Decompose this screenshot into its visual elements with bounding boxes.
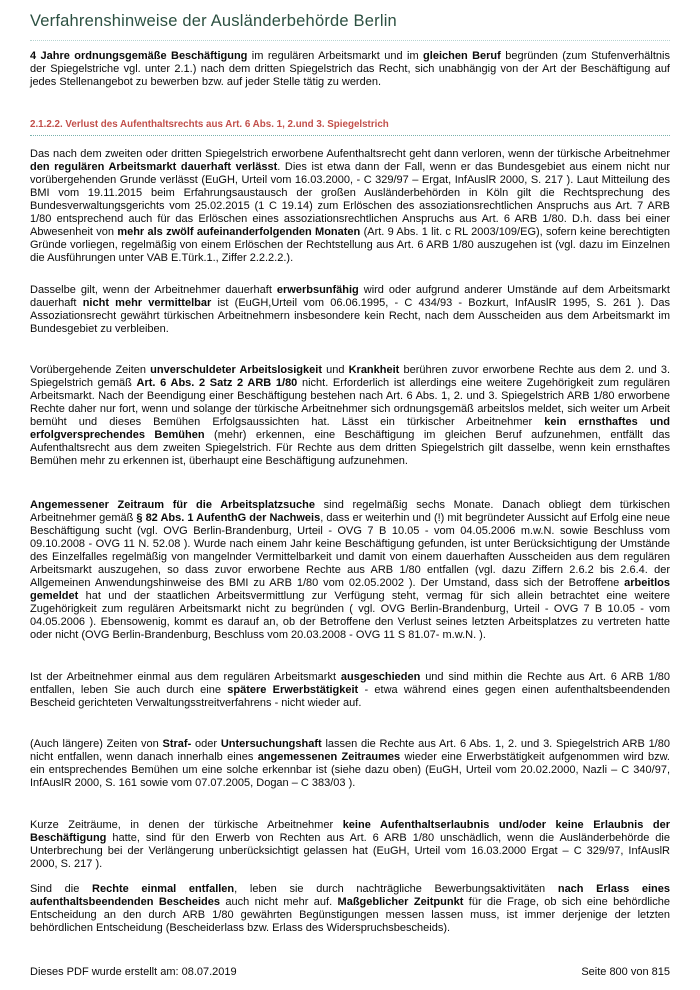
text-run: lassen die Rechte aus Art. 6 Abs. 1, 2. und 3. Spiegelstrich ARB 1/80 nicht entfallen, wenn danach innerhalb eines bbox=[30, 738, 670, 763]
bold-text-run: mehr als zwölf aufeinanderfolgenden Monaten bbox=[117, 226, 361, 238]
text-run: sind regelmäßig sechs Monate. Danach obliegt dem türkischen Arbeitnehmer gemäß bbox=[30, 499, 670, 524]
bold-text-run: Krankheit bbox=[348, 364, 400, 376]
section-heading: 2.1.2.2. Verlust des Aufenthaltsrechts aus Art. 6 Abs. 1, 2.und 3. Spiegelstrich bbox=[30, 119, 670, 136]
intro-paragraph bbox=[30, 50, 670, 89]
text-run: hatte, sind für den Erwerb von Rechten aus Art. 6 ARB 1/80 unschädlich, wenn die Ausländerbehörde die Unterbrechung bei der Verlängerung unberücksichtigt gelassen hat (EuGH, Urteil vom 16.03.2000 Ergat – C 329/97, InfAuslR 2000, S. 217 ). bbox=[30, 832, 670, 870]
paragraph bbox=[30, 499, 670, 642]
bold-text-run: Maßgeblicher Zeitpunkt bbox=[337, 896, 464, 908]
paragraph bbox=[30, 671, 670, 710]
text-run: Das nach dem zweiten oder dritten Spiegelstrich erworbene Aufenthaltsrecht geht dann verloren, wenn der türkische Arbeitnehmer bbox=[30, 148, 670, 160]
text-run: Dasselbe gilt, wenn der Arbeitnehmer dauerhaft bbox=[30, 284, 277, 296]
bold-text-run: kein ernsthaftes und erfolgversprechendes Bemühen bbox=[30, 416, 670, 441]
text-run: ist (EuGH,Urteil vom 06.06.1995, - C 434/93 - Bozkurt, InfAuslR 1995, S. 261 ). Das Assoziationsrecht gewährt türkischen Arbeitnehmern insbesondere kein Recht, nach dem Ausscheiden aus dem Arbeitsmarkt im Bundesgebiet zu verbleiben. bbox=[30, 297, 670, 335]
paragraph bbox=[30, 819, 670, 871]
text-run: (Auch längere) Zeiten von bbox=[30, 738, 163, 750]
text-run: wird oder aufgrund anderer Umstände auf dem Arbeitsmarkt dauerhaft bbox=[30, 284, 670, 309]
text-run: Vorübergehende Zeiten bbox=[30, 364, 151, 376]
text-run: nicht. Erforderlich ist allerdings eine weitere Zugehörigkeit zum regulären Arbeitsmarkt. Nach der Beendigung einer Beschäftigung bestehen nach Art. 6 Abs. 1, 2. und 3. Spiegelstrich ARB 1/80 erworbene Rechte daher nur fort, wenn und solange der türkische Arbeitnehmer sich ordnungsgemäß arbeitslos meldet, sich weiter um Arbeit bemüht und dieses Bemühen Erfolgsaussichten hat. Lässt ein türkischer Arbeitnehmer bbox=[30, 377, 670, 428]
bold-text-run: erwerbsunfähig bbox=[276, 284, 359, 296]
bold-text-run: Straf- bbox=[162, 738, 192, 750]
text-run: (mehr) erkennen, eine Beschäftigung im gleichen Beruf aufzunehmen, entfällt das Aufenthaltsrecht aus dem zweiten Spiegelstrich. Für Rechte aus dem dritten Spiegelstrich gilt dasselbe, wenn kein ernsthaftes Bemühen mehr zu erkennen ist, überhaupt eine Beschäftigung aufzunehmen. bbox=[30, 429, 670, 467]
bold-text-run: keine Aufenthaltserlaubnis und/oder keine Erlaubnis der Beschäftigung bbox=[30, 819, 670, 844]
text-run: Ist der Arbeitnehmer einmal aus dem regulären Arbeitsmarkt bbox=[30, 671, 341, 683]
document-body bbox=[30, 148, 670, 935]
footer-page-number: Seite 800 von 815 bbox=[581, 966, 670, 978]
bold-text-run: ausgeschieden bbox=[340, 671, 421, 683]
bold-text-run: den regulären Arbeitsmarkt dauerhaft verlässt bbox=[30, 161, 278, 173]
text-run: (Art. 9 Abs. 1 lit. c RL 2003/109/EG), sofern keine berechtigten Gründe vorliegen, regelmäßig von einem Erlöschen der Rechtstellung aus Art. 6 ARB 1/80 auszugehen ist (vgl. dazu im Einzelnen die Ausführungen unter VAB E.Türk.1., Ziffer 2.2.2.2.). bbox=[30, 226, 670, 264]
bold-text-run: § 82 Abs. 1 AufenthG der Nachweis bbox=[136, 512, 321, 524]
bold-text-run: 4 Jahre ordnungsgemäße Beschäftigung bbox=[30, 50, 248, 62]
text-run: im regulären Arbeitsmarkt und im bbox=[247, 50, 424, 62]
text-run: berühren zuvor erworbene Rechte aus dem 2. und 3. Spiegelstrich gemäß bbox=[30, 364, 670, 389]
bold-text-run: Art. 6 Abs. 2 Satz 2 ARB 1/80 bbox=[136, 377, 298, 389]
text-run: , leben sie durch nachträgliche Bewerbungsaktivitäten bbox=[234, 883, 558, 895]
bold-text-run: unverschuldeter Arbeitslosigkeit bbox=[150, 364, 322, 376]
text-run: . Dies ist etwa dann der Fall, wenn er das Bundesgebiet aus einem nicht nur vorübergehenden Grunde verlässt (EuGH, Urteil vom 16.03.2000, - C 329/97 – Ergat, InfAuslR 2000, S. 217 ). Laut Mitteilung des BMI vom 19.11.2015 beim Erfahrungsaustausch der großen Ausländerbehörden in Köln gilt die Rechtsprechung des Bundesverwaltungsgerichts vom 25.02.2015 (1 C 19.14) zum Erlöschen des assoziationsrechtlichen Anspruchs aus Art. 7 ARB 1/80 entsprechend auch für das Erlöschen eines assoziationsrechtlichen Anspruchs aus Art. 6 ARB 1/80. D.h. dass bei einer Abwesenheit von bbox=[30, 161, 670, 238]
paragraph bbox=[30, 284, 670, 336]
text-run: oder bbox=[191, 738, 221, 750]
bold-text-run: nicht mehr vermittelbar bbox=[82, 297, 212, 309]
page-footer bbox=[30, 966, 670, 978]
bold-text-run: Rechte einmal entfallen bbox=[92, 883, 235, 895]
text-run: und sind mithin die Rechte aus Art. 6 ARB 1/80 entfallen, leben Sie auch durch eine bbox=[30, 671, 670, 696]
bold-text-run: angemessenen Zeitraumes bbox=[257, 751, 401, 763]
text-run: , dass er weiterhin und (!) mit begründeter Aussicht auf Erfolg eine neue Beschäftigung sucht (vgl. OVG Berlin-Brandenburg, Urteil - OVG 7 B 10.05 - vom 04.05.2006 m.w.N. sowie Beschluss vom 09.10.2008 - OVG 11 N. 52.08 ). Wurde nach einem Jahr keine Beschäftigung gefunden, ist unter Berücksichtigung der Umstände des Einzelfalles regelmäßig von mangelnder Vermittelbarkeit und damit von einem dauerhaften Ausscheiden aus dem regulären Arbeitsmarkt auszugehen, so dass zuvor erworbene Rechte aus ARB 1/80 entfallen (vgl. dazu Ziffern 2.6.2 bis 2.6.4. der Allgemeinen Anwendungshinweise des BMI zu ARB 1/80 vom 02.05.2002 ). Der Umstand, dass sich der Betroffene bbox=[30, 512, 670, 589]
paragraph bbox=[30, 883, 670, 935]
text-run: - etwa während eines gegen einen aufenthaltsbeendenden Bescheid gerichteten Verwaltungsstreitverfahrens - nicht wieder auf. bbox=[30, 684, 670, 709]
paragraph bbox=[30, 148, 670, 265]
text-run: wieder eine Erwerbstätigkeit aufgenommen wird bzw. ein entsprechendes Bemühen um eine solche erkennbar ist (siehe dazu oben) (EuGH, Urteil vom 20.02.2000, Nazli – C 340/97, InfAuslR 2000, S. 161 sowie vom 07.07.2005, Dogan – C 383/03 ). bbox=[30, 751, 670, 789]
text-run: Kurze Zeiträume, in denen der türkische Arbeitnehmer bbox=[30, 819, 343, 831]
text-run: Sind die bbox=[30, 883, 93, 895]
text-run: begründen (zum Stufenverhältnis der Spiegelstriche vgl. unter 2.1.) nach dem dritten Spiegelstrich das Recht, sich unabhängig von der Art der Beschäftigung auf jedes Stellenangebot zu bewerben bzw. auf jeder Stelle tätig zu werden. bbox=[30, 50, 670, 88]
text-run: für die Frage, ob sich eine behördliche Entscheidung an den durch ARB 1/80 gewährten Begünstigungen messen lassen muss, ist immer derjenige der letzten behördlichen Entscheidung (Bescheiderlass bzw. Erlass des Widerspruchsbescheids). bbox=[30, 896, 670, 934]
bold-text-run: nach Erlass eines aufenthaltsbeendenden Bescheides bbox=[30, 883, 671, 908]
bold-text-run: Untersuchungshaft bbox=[220, 738, 322, 750]
text-run: hat und der staatlichen Arbeitsvermittlung zur Verfügung steht, vermag für sich allein betrachtet eine weitere Zugehörigkeit zum regulären Arbeitsmarkt nicht zu begründen ( vgl. OVG Berlin-Brandenburg, Urteil - OVG 7 B 10.05 - vom 04.05.2006 ). Ebensowenig, kommt es darauf an, ob der Betroffene den Verlust seines letzten Arbeitsplatzes zu vertreten hatte oder nicht (OVG Berlin-Brandenburg, Beschluss vom 20.03.2008 - OVG 11 S 81.07- m.w.N. ). bbox=[30, 590, 670, 641]
footer-created-date: Dieses PDF wurde erstellt am: 08.07.2019 bbox=[30, 966, 237, 978]
text-run: auch nicht mehr auf. bbox=[220, 896, 338, 908]
bold-text-run: gleichen Beruf bbox=[423, 50, 501, 62]
text-run: und bbox=[322, 364, 349, 376]
paragraph bbox=[30, 364, 670, 468]
bold-text-run: arbeitlos gemeldet bbox=[30, 577, 670, 602]
bold-text-run: Angemessener Zeitraum für die Arbeitsplatzsuche bbox=[30, 499, 315, 511]
bold-text-run: spätere Erwerbstätigkeit bbox=[227, 684, 359, 696]
paragraph bbox=[30, 738, 670, 790]
page-title: Verfahrenshinweise der Ausländerbehörde Berlin bbox=[30, 12, 670, 41]
